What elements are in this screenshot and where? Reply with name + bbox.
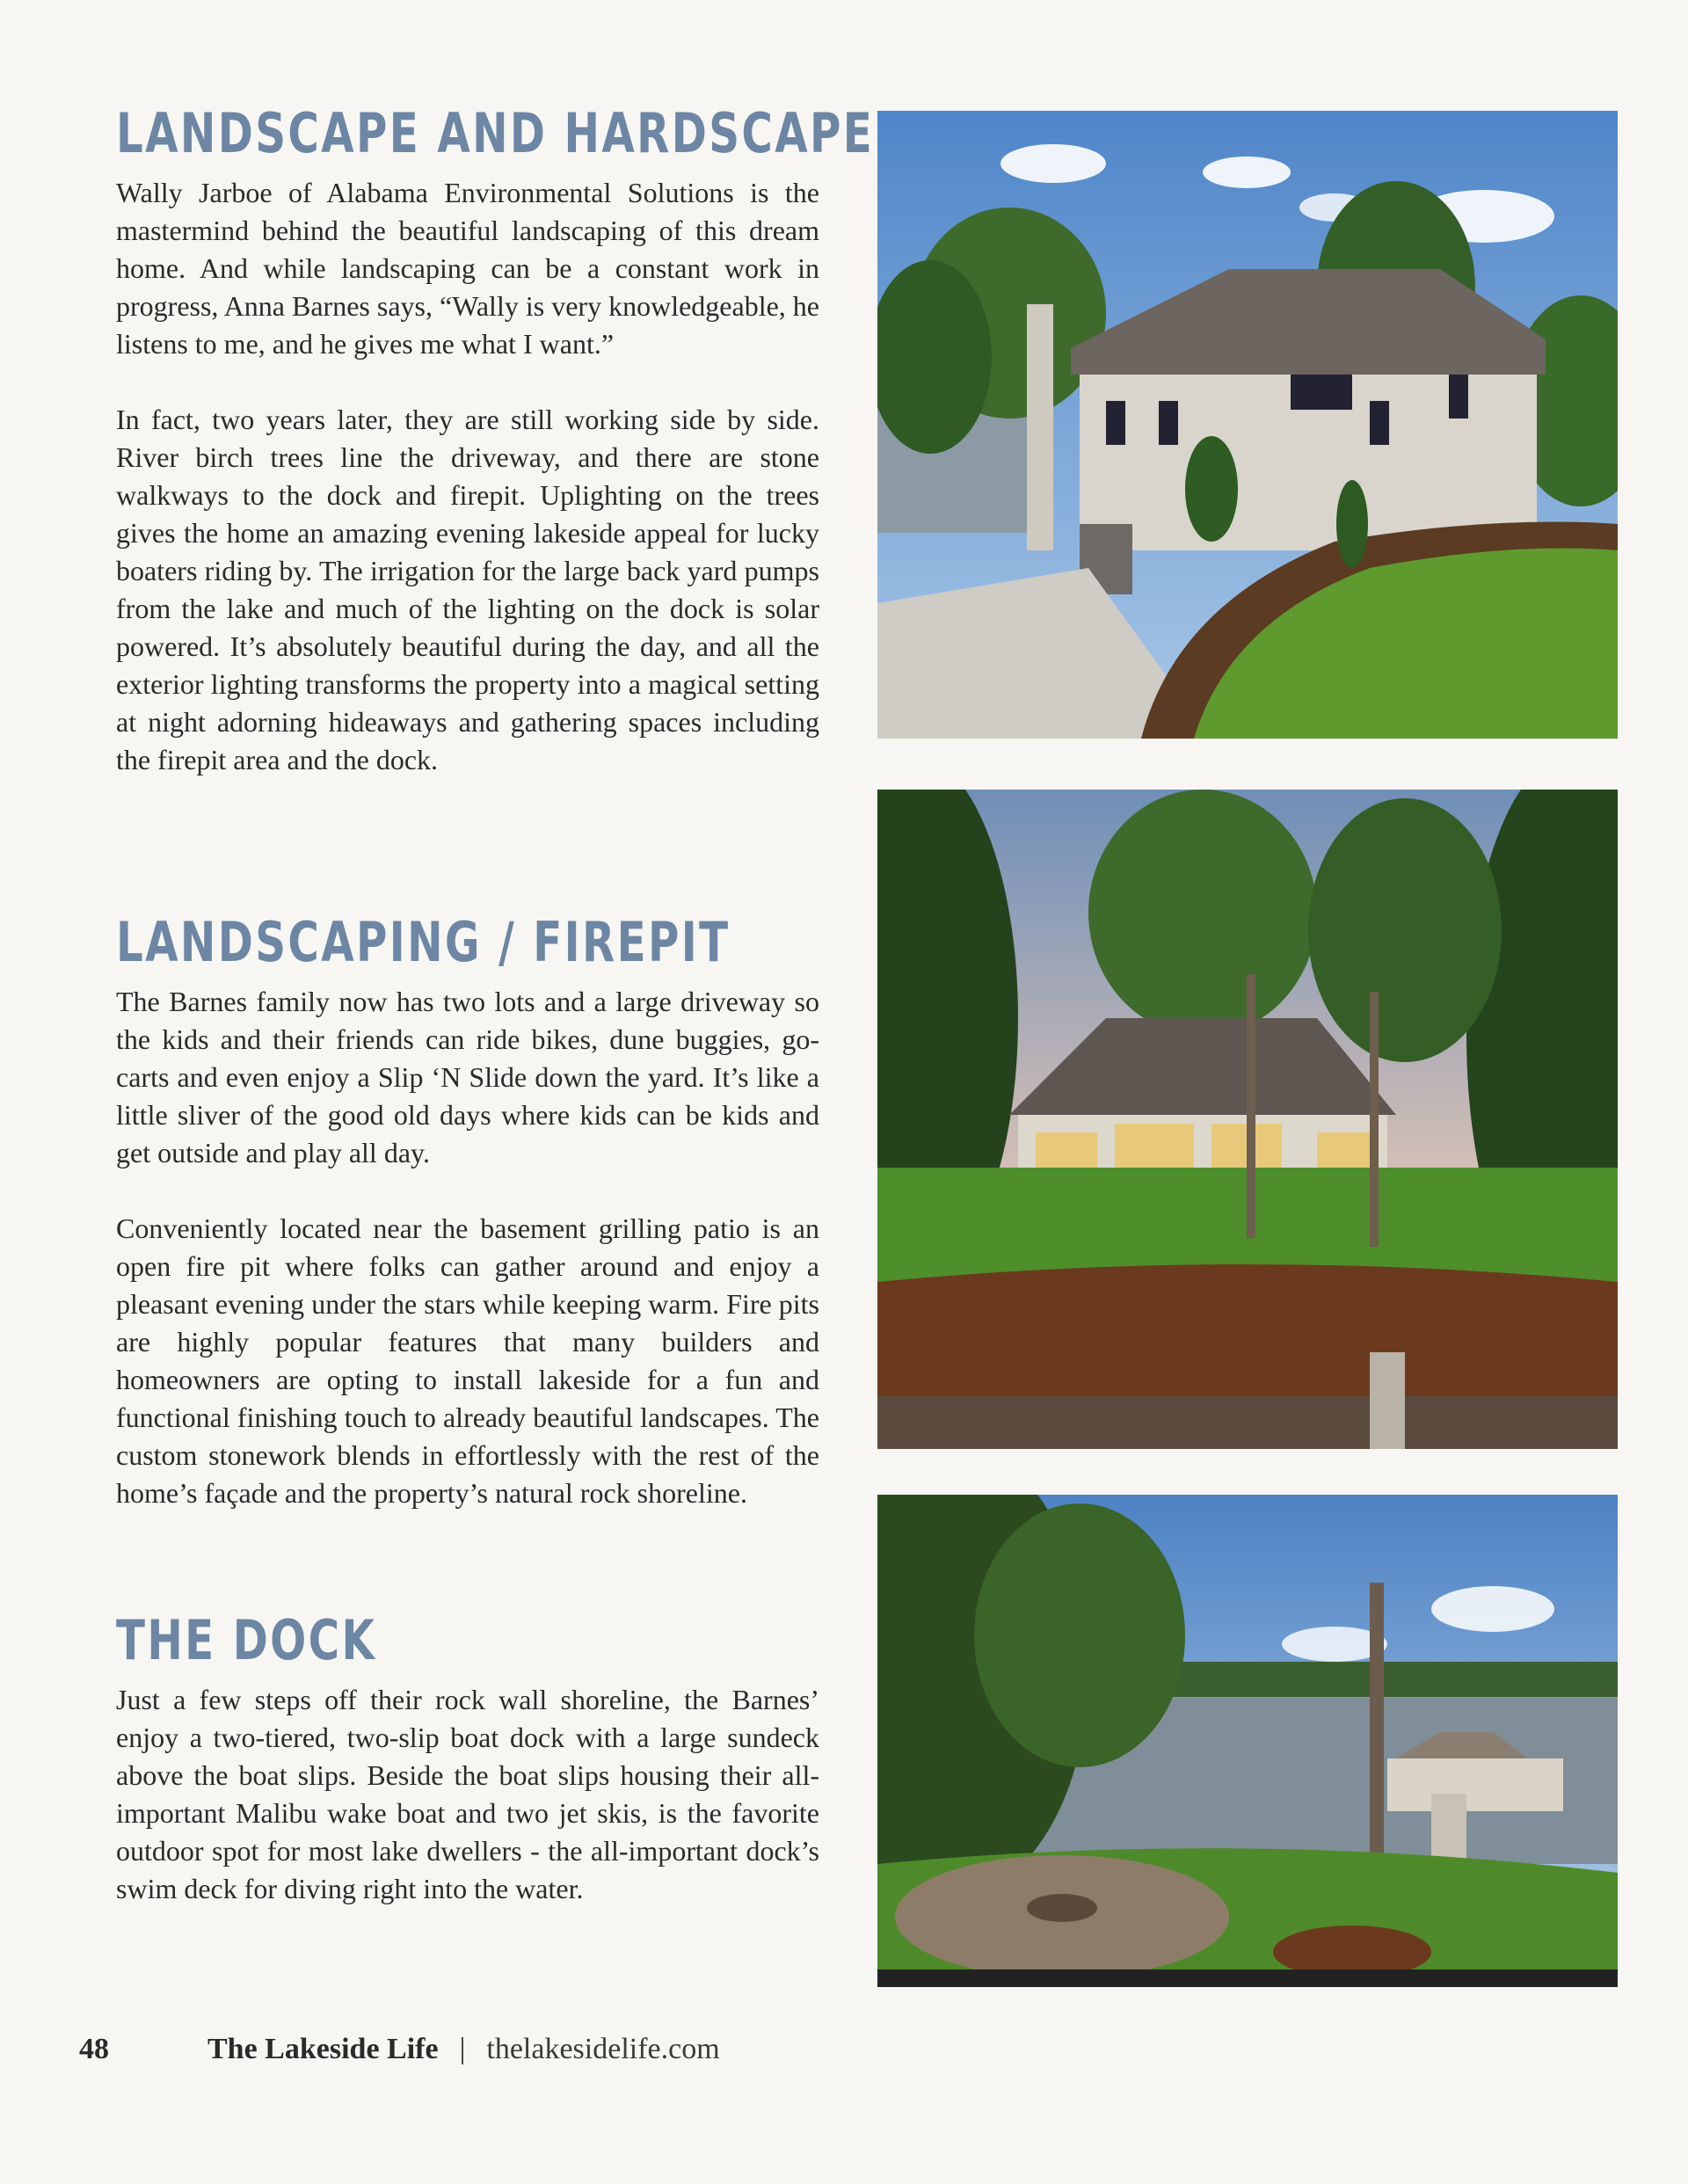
website-link[interactable]: thelakesidelife.com <box>486 2033 720 2065</box>
paragraph: Just a few steps off their rock wall shoreline, the Barnes’ enjoy a two-tiered, two-slip boat dock with a large sundeck above the boat slips. Beside the boat slips housing their all-important Malibu wake boat and two jet skis, is the favorite outdoor spot for most lake dwellers - the all-important dock’s swim deck for diving right into the water. <box>116 1684 819 1905</box>
section-the-dock <box>116 1608 819 1908</box>
magazine-name: The Lakeside Life <box>207 2033 439 2065</box>
photo-dock-firepit <box>877 1495 1618 1987</box>
paragraph: Wally Jarboe of Alabama Environmental Solutions is the mastermind behind the beautiful landscaping of this dream home. And while landscaping can be a constant work in progress, Anna Barnes says, “Wally is very knowledgeable, he listens to me, and he gives me what I want.” <box>116 177 819 360</box>
section-heading: LANDSCAPING / FIREPIT <box>116 910 731 974</box>
section-heading: THE DOCK <box>116 1608 377 1672</box>
page-number: 48 <box>79 2033 109 2065</box>
paragraph: Conveniently located near the basement grilling patio is an open fire pit where folks can gather around and enjoy a pleasant evening under the stars while keeping warm. Fire pits are highly popular features that many builders and homeowners are opting to install lakeside for a fun and functional finishing touch to already beautiful landscapes. The custom stonework blends in effortlessly with the rest of the home’s façade and the property’s natural rock shoreline. <box>116 1212 819 1510</box>
photo-house-backyard <box>877 790 1618 1449</box>
section-landscape-hardscape <box>116 101 875 779</box>
paragraph: The Barnes family now has two lots and a large driveway so the kids and their friends can ride bikes, dune buggies, go-carts and even enjoy a Slip ‘N Slide down the yard. It’s like a little sliver of the good old days where kids can be kids and get outside and play all day. <box>116 986 819 1169</box>
photo-house-driveway <box>877 111 1618 739</box>
section-heading: LANDSCAPE AND HARDSCAPE <box>116 101 875 165</box>
section-landscaping-firepit <box>116 910 819 1512</box>
page-footer <box>79 2033 720 2066</box>
paragraph: In fact, two years later, they are still working side by side. River birch trees line the driveway, and there are stone walkways to the dock and firepit. Uplighting on the trees gives the home an amazing evening lakeside appeal for lucky boaters riding by. The irrigation for the large back yard pumps from the lake and much of the lighting on the dock is solar powered. It’s absolutely beautiful during the day, and all the exterior lighting transforms the property into a magical setting at night adorning hideaways and gathering spaces including the firepit area and the dock. <box>116 404 819 776</box>
footer-separator: | <box>459 2033 466 2065</box>
